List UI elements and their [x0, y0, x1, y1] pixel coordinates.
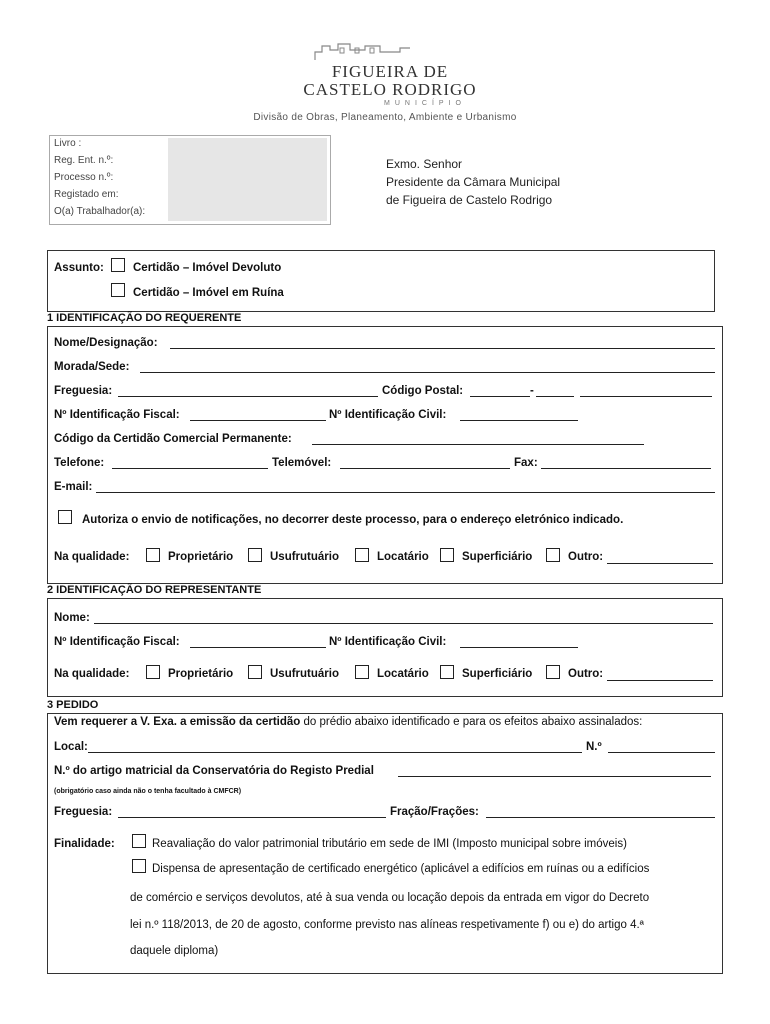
telefone-field[interactable]	[112, 468, 268, 469]
section1-title: 1 IDENTIFICAÇÃO DO REQUERENTE	[47, 312, 242, 324]
civil-field[interactable]	[460, 420, 578, 421]
autoriza-checkbox[interactable]	[58, 510, 72, 524]
finalidade-label: Finalidade:	[54, 838, 115, 850]
proprietario-checkbox[interactable]	[146, 548, 160, 562]
pedido-freguesia-label: Freguesia:	[54, 806, 113, 818]
email-field[interactable]	[96, 492, 715, 493]
local-field[interactable]	[88, 752, 582, 753]
finalidade-energetico-checkbox[interactable]	[132, 859, 146, 873]
address-line3: de Figueira de Castelo Rodrigo	[386, 193, 553, 207]
artigo-matricial-field[interactable]	[398, 776, 711, 777]
rep-usufrutuario-checkbox[interactable]	[248, 665, 262, 679]
subject-label: Assunto:	[54, 262, 104, 274]
fracao-label: Fração/Frações:	[390, 806, 479, 818]
proprietario-label: Proprietário	[168, 551, 234, 563]
rep-civil-label: Nº Identificação Civil:	[329, 636, 447, 648]
finalidade-energetico-line1: Dispensa de apresentação de certificado energético (aplicável a edifícios em ruínas ou a edifícios	[152, 863, 650, 875]
subject-box	[47, 250, 715, 312]
outro-label: Outro:	[568, 551, 604, 563]
rep-nif-field[interactable]	[190, 647, 326, 648]
castle-icon	[310, 40, 420, 62]
address-line2: Presidente da Câmara Municipal	[386, 175, 561, 189]
finalidade-energetico-line3: lei n.º 118/2013, de 20 de agosto, conforme previsto nas alíneas respetivamente f) ou e) do artigo 4.ª	[130, 919, 644, 931]
subject-ruina-checkbox[interactable]	[111, 283, 125, 297]
usufrutuario-checkbox[interactable]	[248, 548, 262, 562]
rep-proprietario-label: Proprietário	[168, 668, 234, 680]
certidao-comercial-label: Código da Certidão Comercial Permanente:	[54, 433, 292, 445]
autoriza-label: Autoriza o envio de notificações, no decorrer deste processo, para o endereço eletrónico indicado.	[82, 514, 624, 526]
pedido-intro-bold: Vem requerer a V. Exa. a emissão da certidão	[54, 716, 301, 728]
outro-field[interactable]	[607, 563, 713, 564]
rep-proprietario-checkbox[interactable]	[146, 665, 160, 679]
fax-field[interactable]	[541, 468, 711, 469]
morada-field[interactable]	[140, 372, 715, 373]
locatario-label: Locatário	[377, 551, 429, 563]
pedido-intro-rest: do prédio abaixo identificado e para os efeitos abaixo assinalados:	[303, 716, 643, 728]
subject-devoluto-label: Certidão – Imóvel Devoluto	[133, 262, 282, 274]
address-line1: Exmo. Senhor	[386, 157, 463, 171]
rep-locatario-label: Locatário	[377, 668, 429, 680]
fracao-field[interactable]	[486, 817, 715, 818]
artigo-matricial-label: N.º do artigo matricial da Conservatória do Registo Predial	[54, 765, 374, 777]
finalidade-imi-checkbox[interactable]	[132, 834, 146, 848]
registry-reg-ent: Reg. Ent. n.º:	[54, 155, 114, 166]
pedido-intro	[54, 716, 642, 728]
local-numero-label: N.º	[586, 741, 602, 753]
usufrutuario-label: Usufrutuário	[270, 551, 339, 563]
logo-line3: MUNICÍPIO	[384, 100, 466, 107]
rep-superficiario-checkbox[interactable]	[440, 665, 454, 679]
freguesia-field[interactable]	[118, 396, 378, 397]
rep-usufrutuario-label: Usufrutuário	[270, 668, 339, 680]
email-label: E-mail:	[54, 481, 93, 493]
section2-title: 2 IDENTIFICAÇÃO DO REPRESENTANTE	[47, 584, 262, 596]
telefone-label: Telefone:	[54, 457, 105, 469]
codigo-postal-field-1[interactable]	[470, 396, 530, 397]
local-label: Local:	[54, 741, 88, 753]
municipality-logo	[290, 40, 490, 110]
superficiario-checkbox[interactable]	[440, 548, 454, 562]
local-numero-field[interactable]	[608, 752, 715, 753]
section1-box	[47, 326, 723, 584]
finalidade-imi-label: Reavaliação do valor patrimonial tributário em sede de IMI (Imposto municipal sobre imóveis)	[152, 838, 627, 850]
localidade-field[interactable]	[580, 396, 712, 397]
nif-field[interactable]	[190, 420, 326, 421]
subject-ruina-label: Certidão – Imóvel em Ruína	[133, 287, 284, 299]
registry-processo: Processo n.º:	[54, 172, 114, 183]
fax-label: Fax:	[514, 457, 538, 469]
logo-line1: FIGUEIRA DE	[331, 62, 449, 81]
section3-title: 3 PEDIDO	[47, 699, 99, 711]
registry-box	[49, 135, 331, 225]
obrigatorio-note: (obrigatório caso ainda não o tenha facultado à CMFCR)	[54, 788, 242, 795]
registry-livro: Livro :	[54, 138, 82, 149]
rep-outro-field[interactable]	[607, 680, 713, 681]
registry-trabalhador: O(a) Trabalhador(a):	[54, 206, 146, 217]
rep-civil-field[interactable]	[460, 647, 578, 648]
certidao-comercial-field[interactable]	[312, 444, 644, 445]
nome-designacao-label: Nome/Designação:	[54, 337, 158, 349]
rep-nome-field[interactable]	[94, 623, 713, 624]
telemovel-label: Telemóvel:	[272, 457, 332, 469]
morada-label: Morada/Sede:	[54, 361, 130, 373]
outro-checkbox[interactable]	[546, 548, 560, 562]
subject-devoluto-checkbox[interactable]	[111, 258, 125, 272]
registry-registado: Registado em:	[54, 189, 119, 200]
logo-line2: CASTELO RODRIGO	[303, 80, 477, 99]
freguesia-label: Freguesia:	[54, 385, 113, 397]
civil-label: Nº Identificação Civil:	[329, 409, 447, 421]
rep-superficiario-label: Superficiário	[462, 668, 533, 680]
telemovel-field[interactable]	[340, 468, 510, 469]
registry-fill-area[interactable]	[168, 138, 327, 221]
division-name: Divisão de Obras, Planeamento, Ambiente e Urbanismo	[253, 112, 517, 123]
rep-outro-checkbox[interactable]	[546, 665, 560, 679]
codigo-postal-field-2[interactable]	[536, 396, 574, 397]
rep-nif-label: Nº Identificação Fiscal:	[54, 636, 180, 648]
rep-locatario-checkbox[interactable]	[355, 665, 369, 679]
pedido-freguesia-field[interactable]	[118, 817, 386, 818]
recipient-address	[386, 155, 560, 209]
nif-label: Nº Identificação Fiscal:	[54, 409, 180, 421]
qualidade-label: Na qualidade:	[54, 551, 130, 563]
finalidade-energetico-line2: de comércio e serviços devolutos, até à sua venda ou locação depois da entrada em vigor do Decreto	[130, 892, 650, 904]
codigo-postal-label: Código Postal:	[382, 385, 464, 397]
codigo-postal-dash: -	[530, 385, 534, 397]
finalidade-energetico-line4: daquele diploma)	[130, 945, 219, 957]
nome-designacao-field[interactable]	[170, 348, 715, 349]
rep-qualidade-label: Na qualidade:	[54, 668, 130, 680]
locatario-checkbox[interactable]	[355, 548, 369, 562]
rep-nome-label: Nome:	[54, 612, 90, 624]
superficiario-label: Superficiário	[462, 551, 533, 563]
rep-outro-label: Outro:	[568, 668, 604, 680]
